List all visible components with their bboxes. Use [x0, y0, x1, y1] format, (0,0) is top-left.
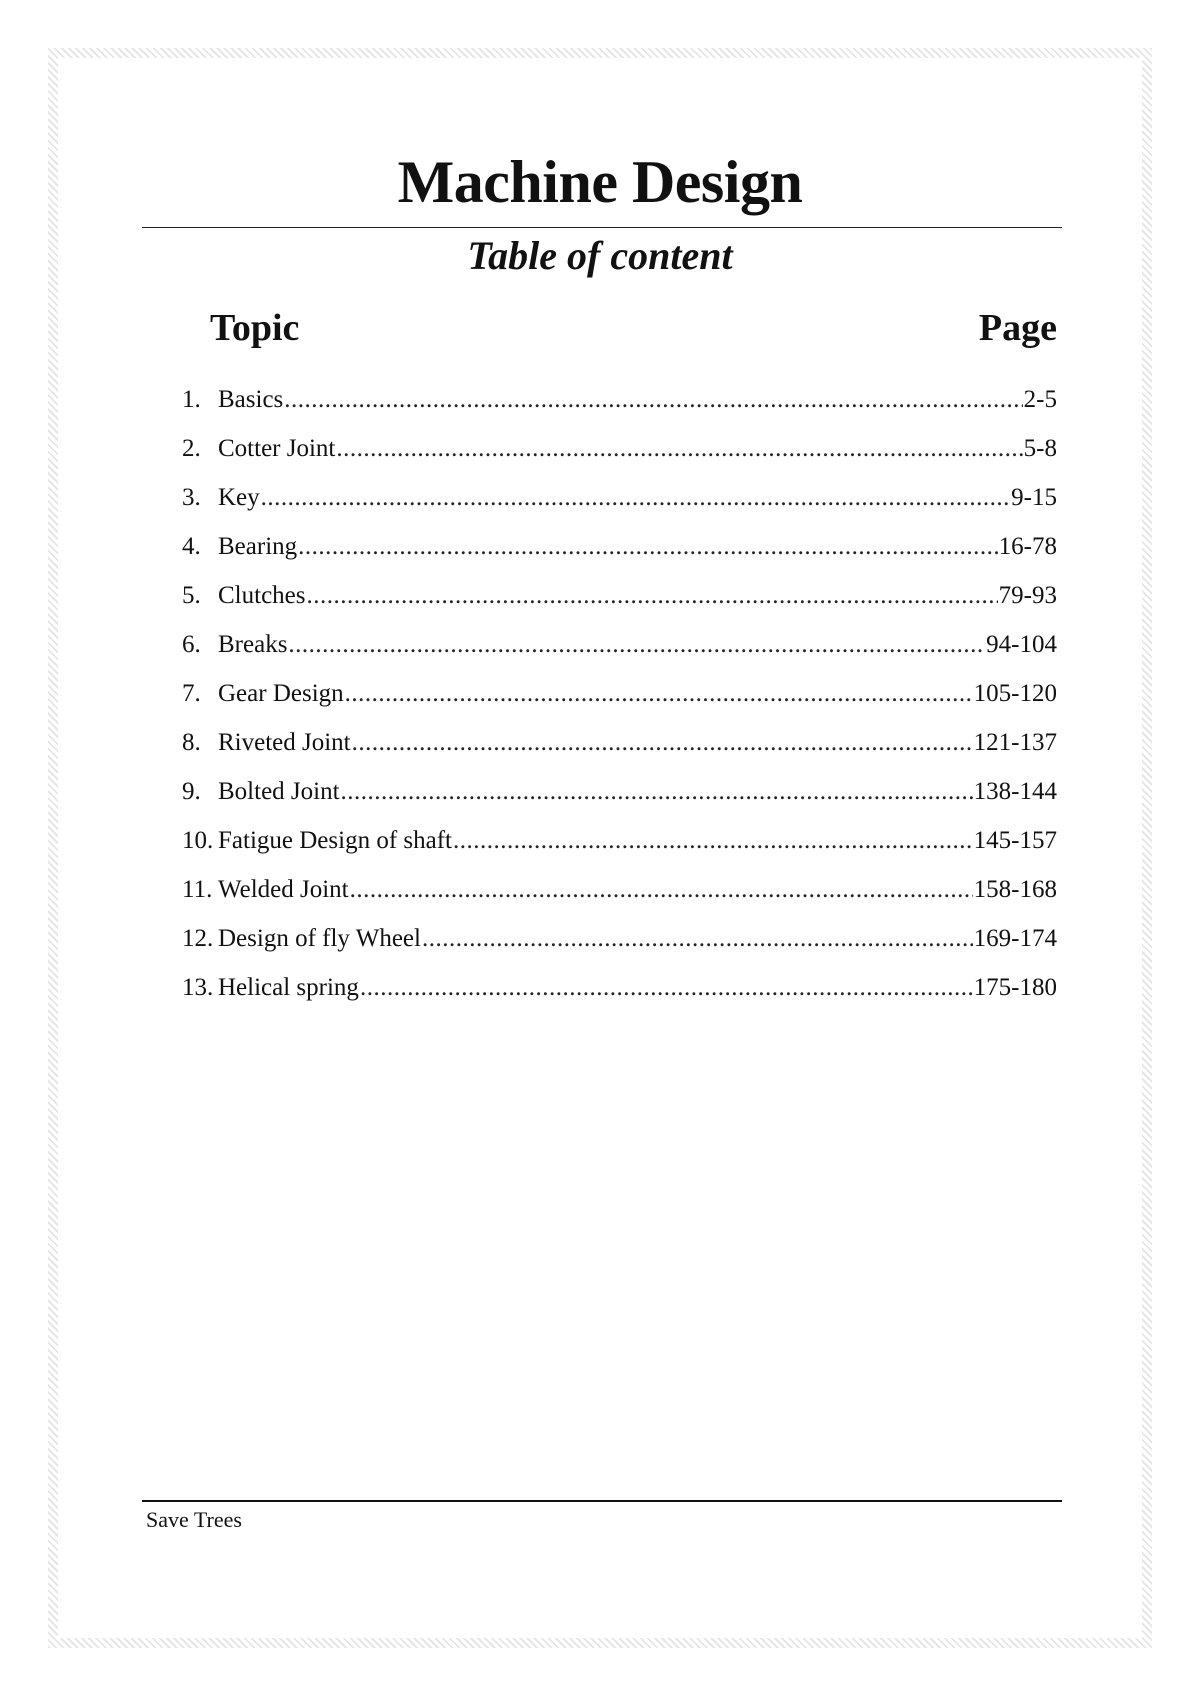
dot-leader — [350, 865, 973, 914]
topic-column-header: Topic — [210, 307, 300, 349]
toc-entry-title: Key — [218, 484, 260, 511]
toc-entry-welded-joint — [182, 865, 1057, 914]
document-subtitle: Table of content — [467, 233, 733, 278]
toc-entry-bolted-joint — [182, 767, 1057, 816]
dot-leader — [345, 669, 973, 718]
toc-entry-number: 11. — [182, 876, 213, 903]
toc-entry-title: Helical spring — [218, 974, 359, 1001]
toc-entry-pages: 94-104 — [986, 631, 1057, 658]
dot-leader — [422, 914, 973, 963]
toc-entry-pages: 16-78 — [998, 533, 1057, 560]
toc-entry-pages: 9-15 — [1011, 484, 1057, 511]
toc-entry-fatigue-design-of-shaft — [182, 816, 1057, 865]
footer-divider — [142, 1500, 1062, 1502]
toc-entry-pages: 79-93 — [998, 582, 1057, 609]
toc-entry-number: 2. — [182, 435, 201, 462]
toc-entry-basics — [182, 375, 1057, 424]
toc-entry-clutches — [182, 571, 1057, 620]
toc-entry-number: 3. — [182, 484, 201, 511]
dot-leader — [453, 816, 973, 865]
toc-entry-pages: 158-168 — [973, 876, 1057, 903]
toc-entry-title: Breaks — [218, 631, 288, 658]
toc-entry-pages: 175-180 — [973, 974, 1057, 1001]
toc-entry-title: Bolted Joint — [218, 778, 340, 805]
toc-entry-helical-spring — [182, 963, 1057, 1012]
toc-entry-riveted-joint — [182, 718, 1057, 767]
dot-leader — [288, 620, 985, 669]
dot-leader — [352, 718, 973, 767]
toc-entry-title: Welded Joint — [218, 876, 349, 903]
toc-entry-title: Basics — [218, 386, 284, 413]
dot-leader — [336, 424, 1022, 473]
toc-entry-key — [182, 473, 1057, 522]
toc-entry-title: Gear Design — [218, 680, 344, 707]
toc-entry-breaks — [182, 620, 1057, 669]
toc-entry-pages: 138-144 — [973, 778, 1057, 805]
toc-entry-number: 7. — [182, 680, 201, 707]
toc-entry-title: Riveted Joint — [218, 729, 351, 756]
toc-entry-number: 4. — [182, 533, 201, 560]
title-divider — [142, 227, 1062, 228]
page-column-header: Page — [978, 307, 1057, 349]
table-of-contents — [182, 375, 1057, 1012]
toc-entry-number: 9. — [182, 778, 201, 805]
toc-entry-pages: 169-174 — [973, 925, 1057, 952]
toc-entry-title: Design of fly Wheel — [218, 925, 421, 952]
toc-entry-number: 13. — [182, 974, 214, 1001]
document-title: Machine Design — [397, 149, 803, 215]
toc-entry-title: Cotter Joint — [218, 435, 336, 462]
toc-entry-bearing — [182, 522, 1057, 571]
toc-entry-title: Clutches — [218, 582, 306, 609]
footer-text: Save Trees — [146, 1507, 242, 1532]
toc-entry-cotter-joint — [182, 424, 1057, 473]
toc-entry-gear-design — [182, 669, 1057, 718]
toc-entry-title: Bearing — [218, 533, 298, 560]
toc-entry-number: 12. — [182, 925, 214, 952]
dot-leader — [284, 375, 1022, 424]
toc-entry-number: 5. — [182, 582, 201, 609]
dot-leader — [261, 473, 1011, 522]
dot-leader — [341, 767, 973, 816]
dot-leader — [307, 571, 998, 620]
dot-leader — [298, 522, 998, 571]
toc-entry-pages: 2-5 — [1023, 386, 1057, 413]
toc-entry-title: Fatigue Design of shaft — [218, 827, 452, 854]
toc-entry-pages: 5-8 — [1023, 435, 1057, 462]
toc-entry-number: 1. — [182, 386, 201, 413]
toc-entry-pages: 145-157 — [973, 827, 1057, 854]
toc-entry-pages: 105-120 — [973, 680, 1057, 707]
toc-entry-number: 6. — [182, 631, 201, 658]
toc-entry-number: 8. — [182, 729, 201, 756]
toc-entry-pages: 121-137 — [973, 729, 1057, 756]
toc-entry-design-of-fly-wheel — [182, 914, 1057, 963]
toc-entry-number: 10. — [182, 827, 214, 854]
dot-leader — [360, 963, 973, 1012]
